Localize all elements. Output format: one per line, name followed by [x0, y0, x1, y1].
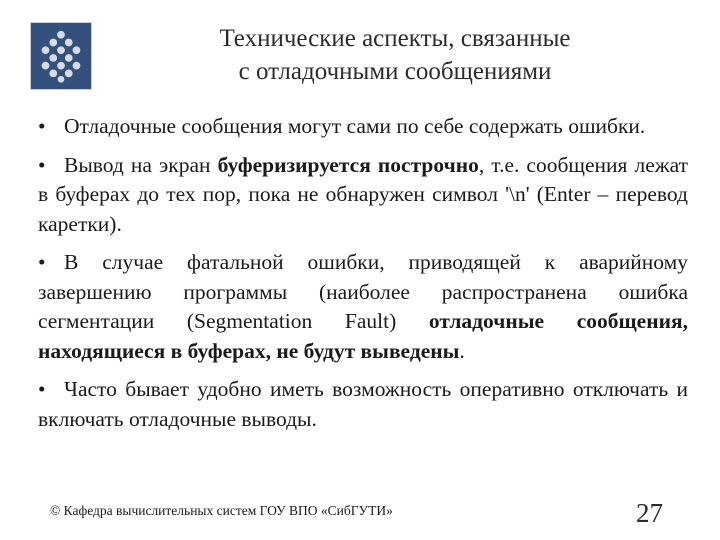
slide-title-line-1: Технические аспекты, связанные: [219, 25, 571, 52]
bullet-marker: •: [38, 152, 46, 177]
logo: [30, 22, 92, 90]
bullet-text: Вывод на экран: [64, 152, 218, 177]
slide-title-line-2: с отладочными сообщениями: [238, 58, 552, 85]
slide-title: [120, 22, 670, 88]
bullet-text-bold: отладочные сообщения, находящиеся в буферах, не будут выведены: [38, 309, 688, 363]
footer-copyright: © Кафедра вычислительных систем ГОУ ВПО «СибГУТИ»: [50, 503, 393, 518]
bullet-marker: •: [38, 377, 46, 401]
bullet-list: [38, 112, 688, 443]
bullet-marker: •: [38, 114, 46, 138]
molecule-lattice-icon: [31, 23, 91, 89]
bullet-text-bold: буферизируется построчно: [217, 152, 479, 177]
bullet-item-4: [38, 375, 688, 434]
page-number: 27: [636, 498, 663, 528]
bullet-item-3: [38, 248, 688, 366]
bullet-item-2: [38, 151, 688, 240]
bullet-text: Отладочные сообщения могут сами по себе содержать ошибки.: [64, 114, 646, 138]
bullet-text: В случае фатальной ошибки, приводящей к аварийному завершению программы (наиболее распространена ошибка сегментации (Segmentation Fault): [38, 250, 688, 333]
bullet-item-1: [38, 112, 688, 142]
bullet-text: Часто бывает удобно иметь возможность оперативно отключать и включать отладочные выводы.: [38, 377, 688, 431]
bullet-text: , т.е. сообщения лежат в буферах до тех пор, пока не обнаружен символ '\n' (Enter – перевод каретки).: [38, 152, 688, 236]
bullet-text: .: [459, 338, 465, 363]
bullet-marker: •: [38, 250, 46, 274]
